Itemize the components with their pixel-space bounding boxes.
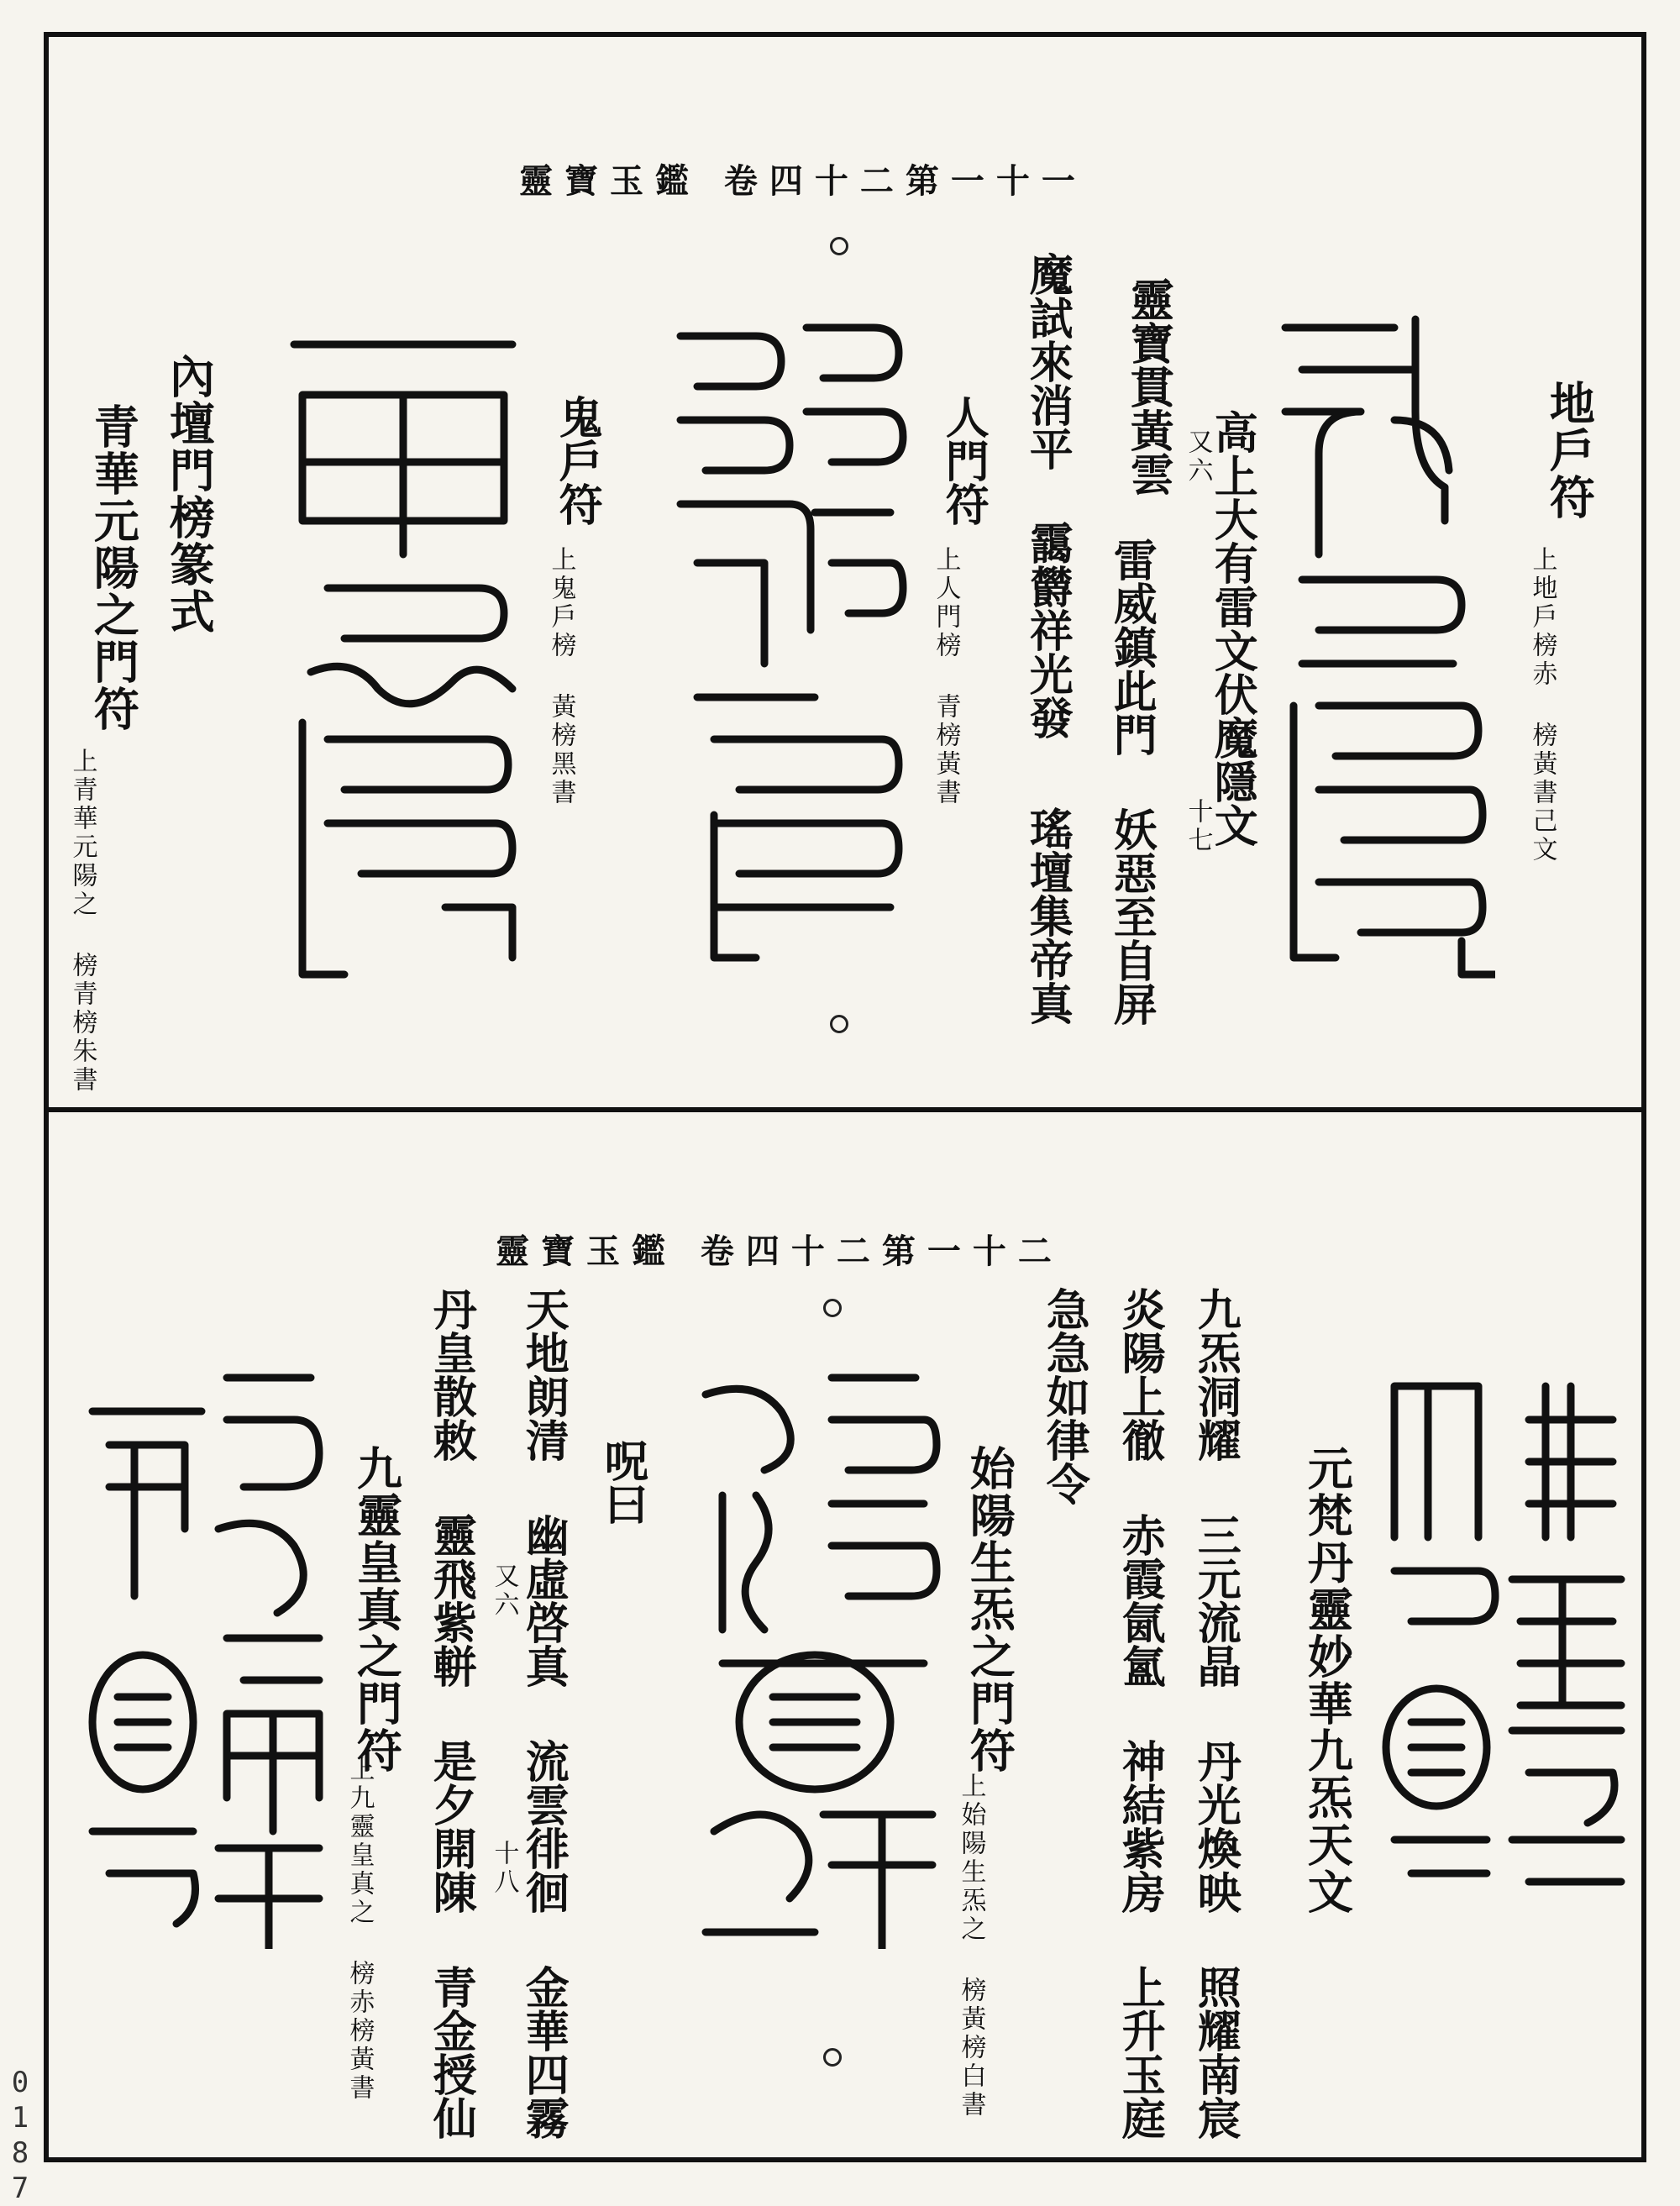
earth-door-talisman-glyph (1268, 302, 1495, 991)
binding-hole (823, 2048, 842, 2067)
primal-yang-gate-glyph (689, 1361, 941, 1949)
nine-spirits-title: 九靈皇真之門符 (349, 1445, 404, 1774)
incantation-left-2: 魔試來消平 (1021, 252, 1074, 470)
inner-altar-subtitle: 青華元陽之門符 (87, 403, 141, 733)
human-talisman-title: 人門符 (937, 395, 990, 526)
margin-digit: 8 (11, 2136, 29, 2170)
margin-digit: 1 (11, 2101, 29, 2135)
ghost-talisman-note: 上鬼戶榜 黃榜黑書 (546, 546, 576, 807)
nine-spirits-note: 上九靈皇真之 榜赤榜黃書 (344, 1756, 375, 2103)
incantation-left-3: 靄欝祥光發 (1021, 521, 1074, 739)
nine-qi-celestial-glyph (1378, 1369, 1630, 1907)
binding-hole (830, 1015, 848, 1033)
incantation-left-4: 瑤壇集帝真 (1021, 806, 1074, 1025)
primal-yang-note: 上始陽生炁之 榜黃榜白書 (956, 1773, 986, 2119)
nine-qi-incantation-1: 九炁洞耀 三元流晶 丹光煥映 照耀南宸 (1189, 1287, 1242, 2140)
human-talisman-note: 上人門榜 青榜黃書 (931, 546, 961, 807)
top-page-header: 靈寶玉鑑 卷四十二第一十一 (519, 161, 1087, 201)
ghost-talisman-title: 鬼戶符 (551, 395, 603, 526)
nine-qi-incantation-3: 急急如律令 (1038, 1287, 1090, 1505)
earth-talisman-title: 地戶符 (1542, 380, 1597, 521)
chant-line-2: 丹皇散敕 靈飛紫軿 是夕開陳 青金授仙 (425, 1287, 477, 2140)
margin-digit: 7 (11, 2172, 29, 2205)
nine-qi-incantation-2: 炎陽上徹 赤霞氤氳 神結紫房 上升玉庭 (1114, 1287, 1166, 2140)
binding-hole (830, 237, 848, 255)
small-mark-b: 十七 (1183, 798, 1213, 855)
bottom-small-mark-a: 又六 (489, 1563, 519, 1620)
bottom-page-header: 靈寶玉鑑 卷四十二第一十二 (496, 1232, 1063, 1271)
small-mark-a: 又六 (1183, 428, 1213, 486)
bottom-small-mark-b: 十八 (489, 1840, 519, 1897)
margin-digit: 0 (11, 2066, 29, 2099)
inner-altar-note: 上青華元陽之 榜青榜朱書 (67, 748, 97, 1095)
incantation-right-1: 高上大有雷文伏魔隱文 (1206, 410, 1258, 847)
page-divider (44, 1107, 1646, 1112)
earth-talisman-note: 上地戶榜赤 榜黃書己文 (1527, 546, 1557, 864)
incantation-right-2: 雷威鎮此門 妖惡至自屏 (1105, 538, 1158, 1026)
ghost-door-talisman-glyph (277, 319, 529, 991)
inner-altar-title: 內壇門榜篆式 (162, 353, 217, 635)
incantation-left-1: 靈寶貫黃雲 (1122, 277, 1174, 496)
nine-spirits-gate-glyph (76, 1361, 328, 1949)
nine-qi-title: 元梵丹靈妙華九炁天文 (1300, 1445, 1355, 1915)
chant-line-1: 天地朗清 幽虛啓真 流雲徘徊 金華四霧 (517, 1287, 570, 2140)
human-door-talisman-glyph (664, 311, 907, 966)
binding-hole (823, 1299, 842, 1317)
primal-yang-title: 始陽生炁之門符 (963, 1445, 1017, 1774)
chant-label: 呪曰 (596, 1438, 648, 1526)
